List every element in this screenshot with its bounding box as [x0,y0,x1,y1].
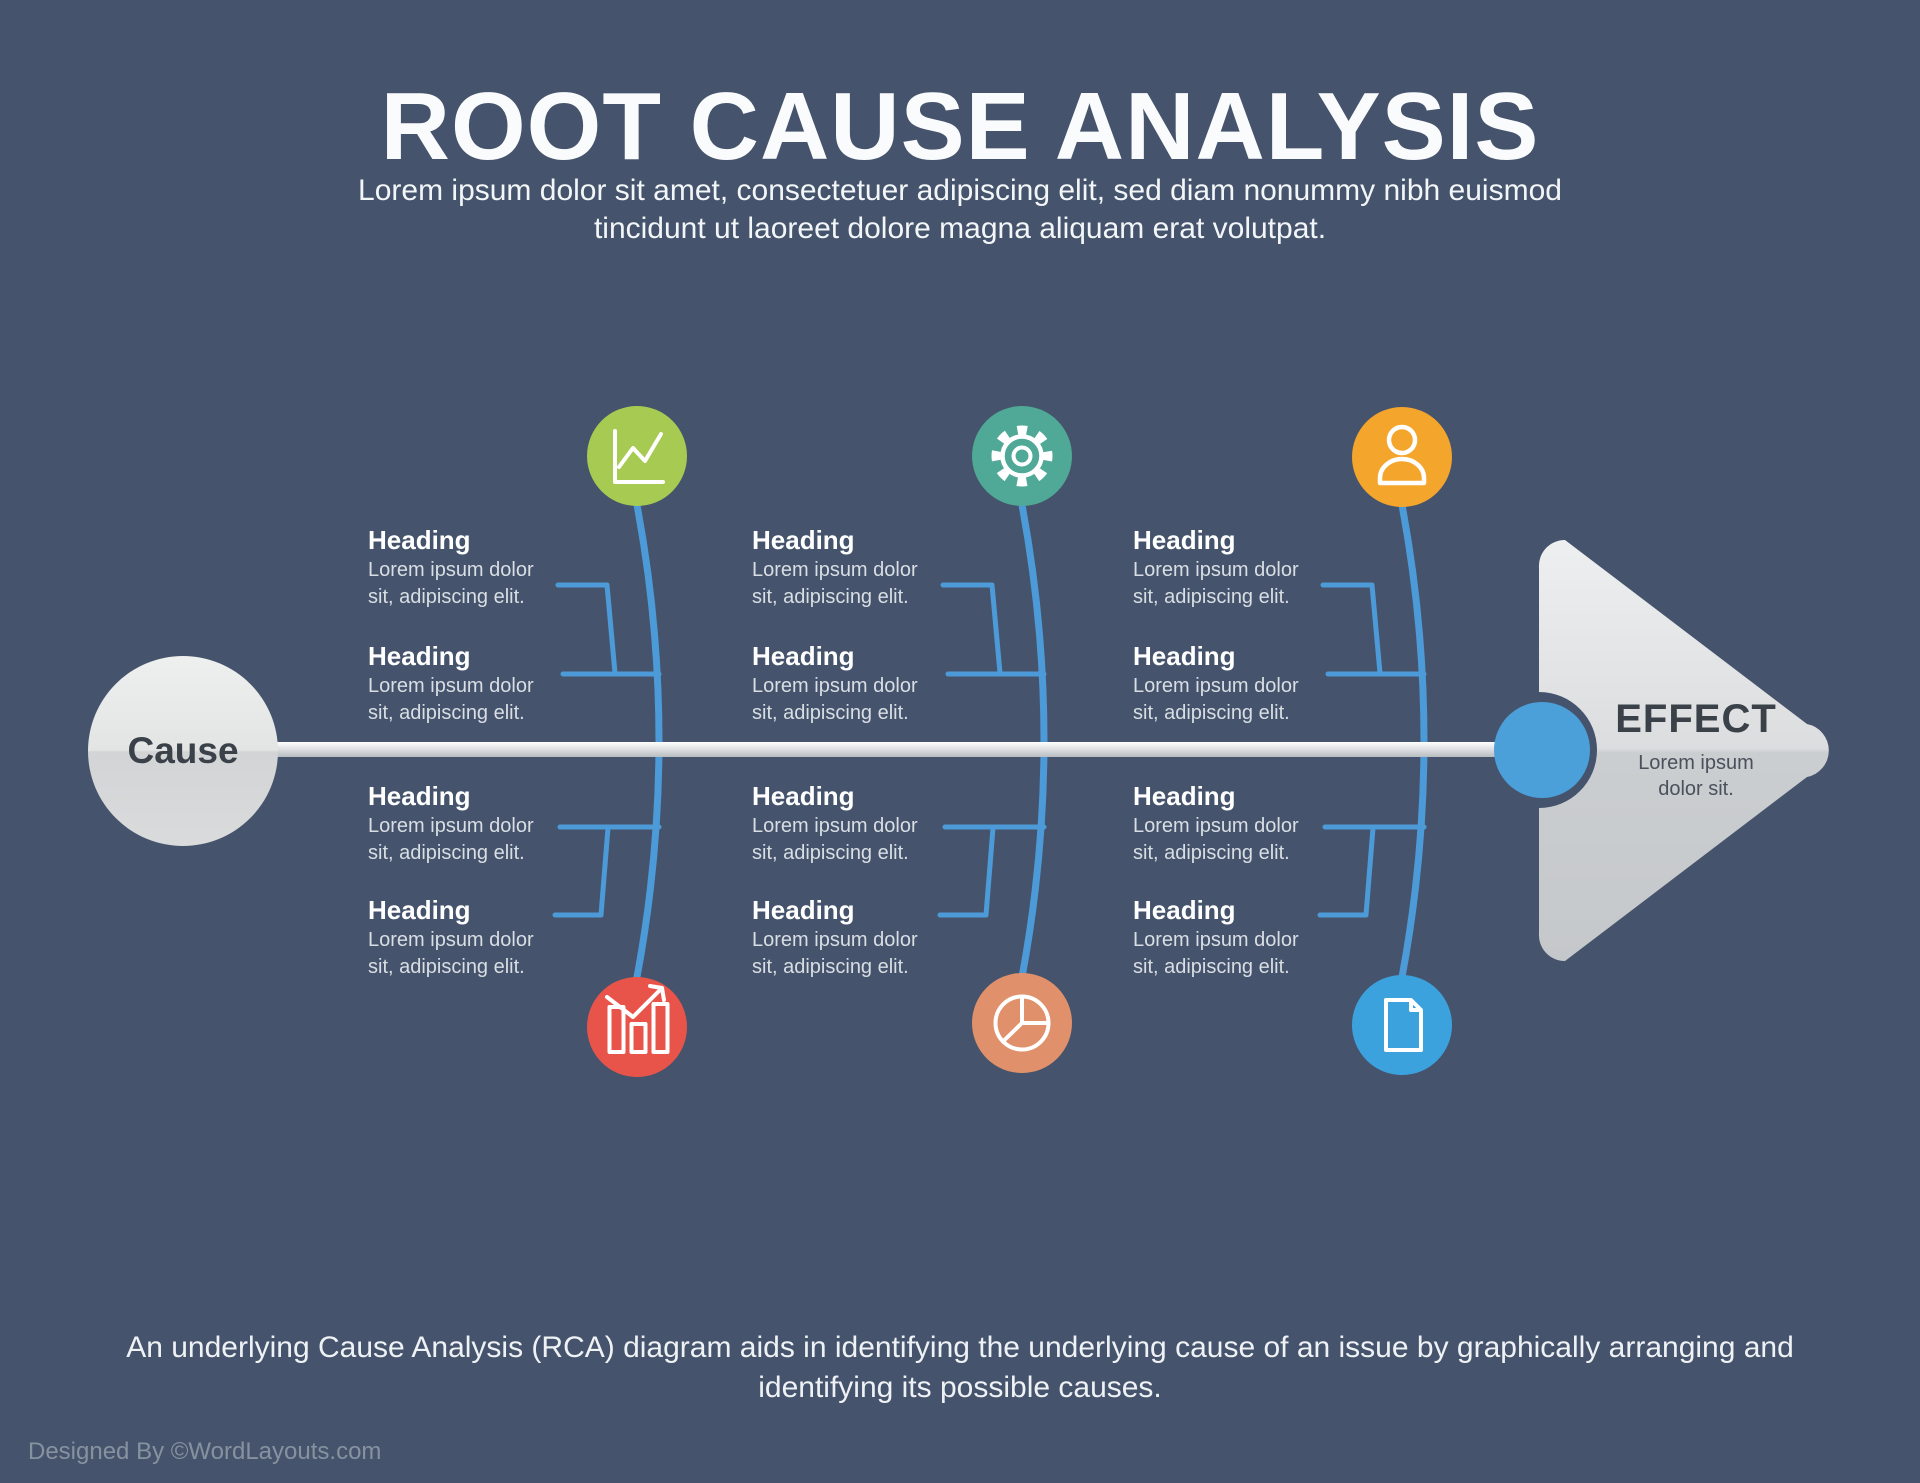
cause-item [752,780,947,867]
cause-item [1133,780,1328,867]
cause-item [368,780,563,867]
cause-item [368,894,563,981]
cause-heading: Heading [752,641,855,671]
cause-column-2 [752,0,952,1483]
cause-body: Lorem ipsum dolor sit, adipiscing elit. [368,929,534,978]
bar-chart-circle [587,977,687,1077]
gear-circle [972,406,1072,506]
cause-body: Lorem ipsum dolor sit, adipiscing elit. [752,929,918,978]
cause-item [1133,894,1328,981]
cause-body: Lorem ipsum dolor sit, adipiscing elit. [368,559,534,608]
cause-body: Lorem ipsum dolor sit, adipiscing elit. [1133,675,1299,724]
rib-curve-3 [1402,505,1424,977]
rib-curve-2 [1022,505,1044,977]
document-circle [1352,975,1452,1075]
page-title: ROOT CAUSE ANALYSIS [380,73,1540,180]
cause-label: Cause [127,730,239,771]
cause-body: Lorem ipsum dolor sit, adipiscing elit. [1133,929,1299,978]
cause-heading: Heading [1133,641,1236,671]
rib-curve-1 [637,505,659,977]
cause-body: Lorem ipsum dolor sit, adipiscing elit. [368,815,534,864]
cause-body: Lorem ipsum dolor sit, adipiscing elit. [368,675,534,724]
cause-body: Lorem ipsum dolor sit, adipiscing elit. [1133,559,1299,608]
cause-heading: Heading [1133,525,1236,555]
cause-heading: Heading [368,895,471,925]
cause-heading: Heading [752,525,855,555]
cause-heading: Heading [1133,895,1236,925]
cause-item [1133,524,1328,611]
cause-column-1 [368,0,568,1483]
designer-credit: Designed By ©WordLayouts.com [28,1438,382,1465]
cause-heading: Heading [752,781,855,811]
effect-text: Lorem ipsum dolor sit. [1638,752,1754,800]
cause-column-3 [1133,0,1333,1483]
cause-item [368,640,563,727]
cause-heading: Heading [752,895,855,925]
cause-item [752,640,947,727]
cause-item [368,524,563,611]
cause-body: Lorem ipsum dolor sit, adipiscing elit. [752,815,918,864]
cause-body: Lorem ipsum dolor sit, adipiscing elit. [752,675,918,724]
cause-body: Lorem ipsum dolor sit, adipiscing elit. [1133,815,1299,864]
cause-heading: Heading [368,641,471,671]
cause-item [752,894,947,981]
cause-item [1133,640,1328,727]
effect-label: EFFECT [1615,697,1777,741]
cause-heading: Heading [368,525,471,555]
cause-heading: Heading [1133,781,1236,811]
cause-heading: Heading [368,781,471,811]
cause-body: Lorem ipsum dolor sit, adipiscing elit. [752,559,918,608]
page-description: An underlying Cause Analysis (RCA) diagram aids in identifying the underlying cause of an issue by graphically arranging and identifying its possible causes. [126,1331,1794,1404]
page-subtitle: Lorem ipsum dolor sit amet, consectetuer adipiscing elit, sed diam nonummy nibh euismod tincidunt ut laoreet dolore magna aliquam erat volutpat. [358,174,1562,245]
cause-item [752,524,947,611]
line-chart-circle [587,406,687,506]
